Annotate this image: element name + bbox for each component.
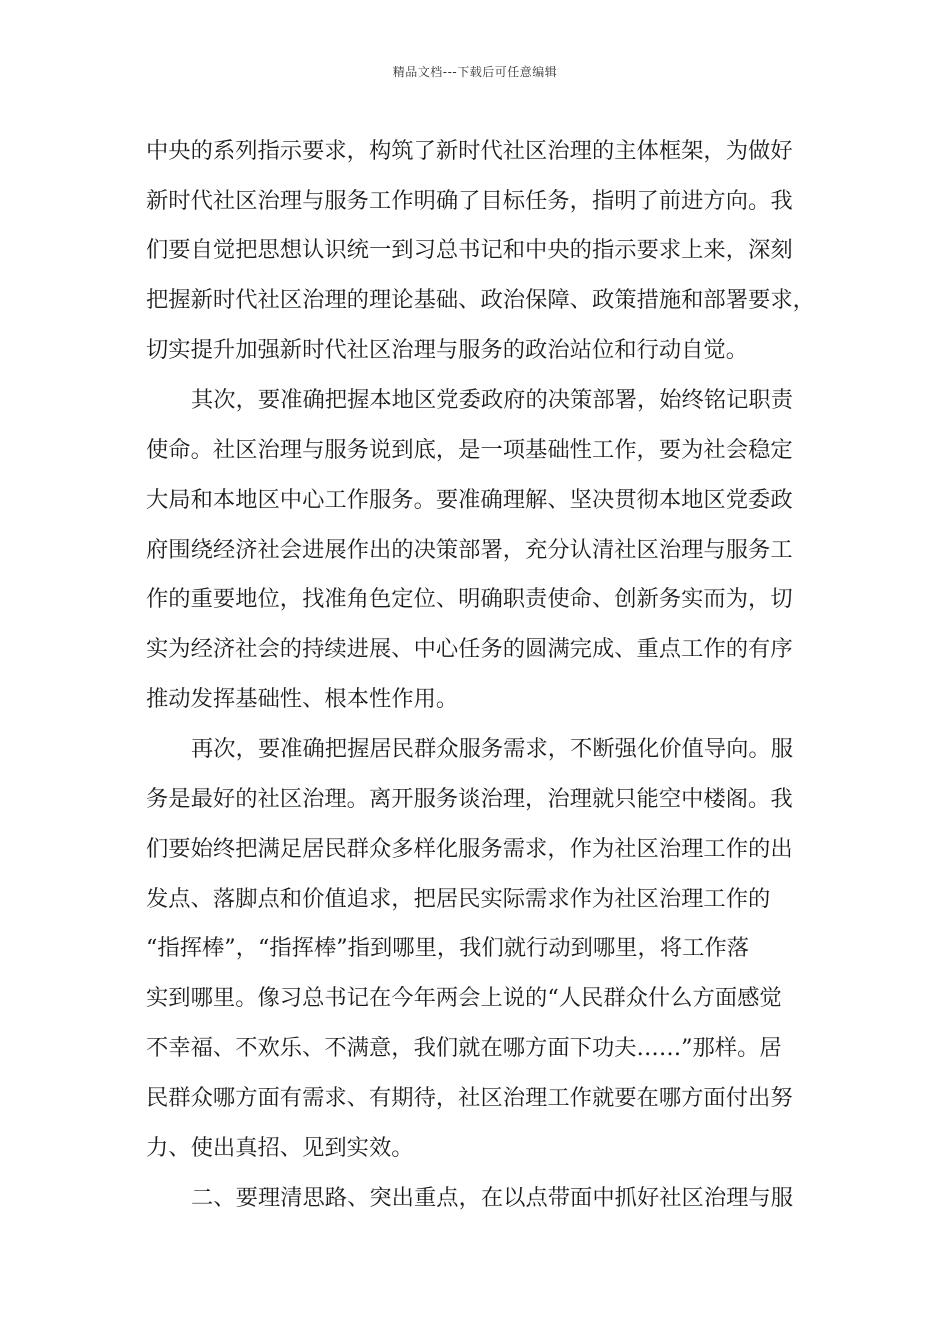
text-line: 务是最好的社区治理。离开服务谈治理，治理就只能空中楼阁。我 xyxy=(146,786,793,812)
text-line: 力、使出真招、见到实效。 xyxy=(146,1135,414,1161)
text-line: 切实提升加强新时代社区治理与服务的政治站位和行动自觉。 xyxy=(146,337,749,363)
text-line: 中央的系列指示要求，构筑了新时代社区治理的主体框架，为做好 xyxy=(146,138,793,164)
text-line: 使命。社区治理与服务说到底，是一项基础性工作，要为社会稳定 xyxy=(146,437,793,463)
paragraph-first-line: 再次，要准确把握居民群众服务需求，不断强化价值导向。服 xyxy=(191,736,794,762)
text-line: 发点、落脚点和价值追求，把居民实际需求作为社区治理工作的 xyxy=(146,886,771,912)
text-line: 实为经济社会的持续进展、中心任务的圆满完成、重点工作的有序 xyxy=(146,636,793,662)
text-line: 们要自觉把思想认识统一到习总书记和中央的指示要求上来，深刻 xyxy=(146,237,793,263)
text-line: “指挥棒”，“指挥棒”指到哪里，我们就行动到哪里，将工作落 xyxy=(146,935,750,961)
text-line: 民群众哪方面有需求、有期待，社区治理工作就要在哪方面付出努 xyxy=(146,1085,793,1111)
text-line: 作的重要地位，找准角色定位、明确职责使命、创新务实而为，切 xyxy=(146,586,793,612)
paragraph-first-line: 其次，要准确把握本地区党委政府的决策部署，始终铭记职责 xyxy=(191,387,794,413)
text-line: 府围绕经济社会进展作出的决策部署，充分认清社区治理与服务工 xyxy=(146,537,793,563)
section-heading-line: 二、要理清思路、突出重点，在以点带面中抓好社区治理与服 xyxy=(191,1185,794,1211)
text-line: 大局和本地区中心工作服务。要准确理解、坚决贯彻本地区党委政 xyxy=(146,487,793,513)
text-line: 新时代社区治理与服务工作明确了目标任务，指明了前进方向。我 xyxy=(146,188,793,214)
text-line: 们要始终把满足居民群众多样化服务需求，作为社区治理工作的出 xyxy=(146,836,793,862)
text-line: 实到哪里。像习总书记在今年两会上说的“人民群众什么方面感觉 xyxy=(146,985,782,1011)
text-line: 不幸福、不欢乐、不满意，我们就在哪方面下功夫……”那样。居 xyxy=(146,1035,782,1061)
text-line: 推动发挥基础性、根本性作用。 xyxy=(146,686,459,712)
text-line: 把握新时代社区治理的理论基础、政治保障、政策措施和部署要求， xyxy=(146,287,815,313)
page-header: 精品文档---下载后可任意编辑 xyxy=(392,65,558,79)
